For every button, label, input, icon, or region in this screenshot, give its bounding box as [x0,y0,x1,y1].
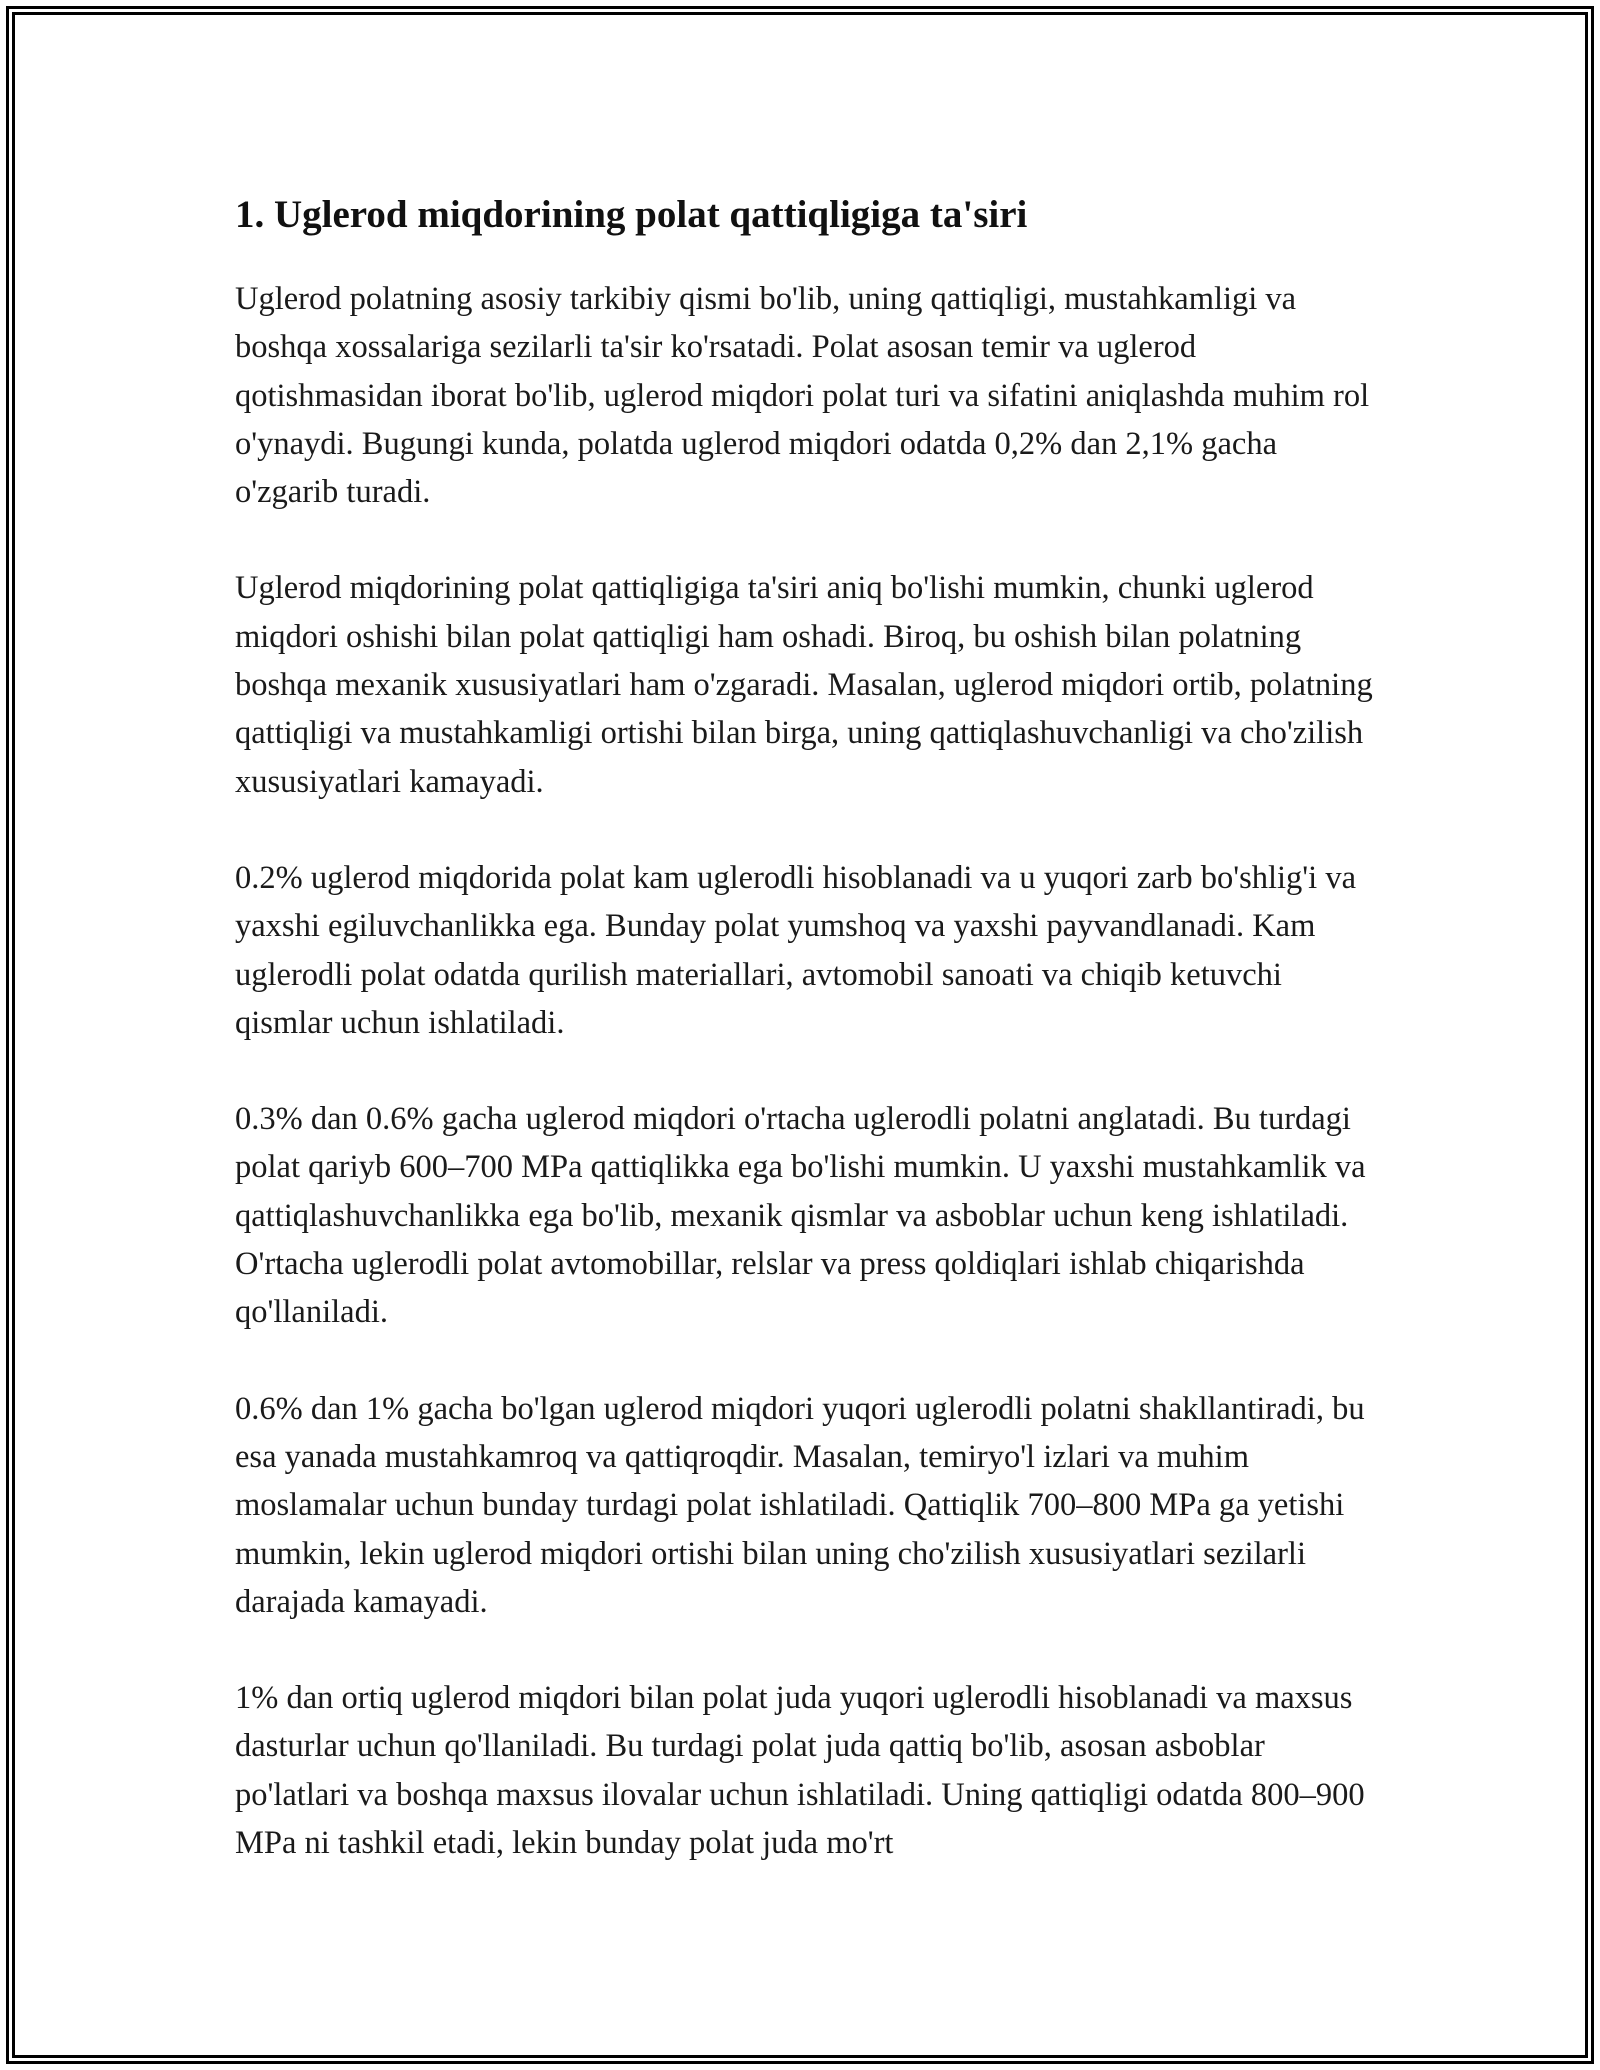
paragraph: 0.3% dan 0.6% gacha uglerod miqdori o'rtacha uglerodli polatni anglatadi. Bu turdagi polat qariyb 600–700 MPa qattiqlikka ega bo'lishi mumkin. U yaxshi mustahkamlik va qattiqlashuvchanlikka ega bo'lib, mexanik qismlar va asboblar uchun keng ishlatiladi. O'rtacha uglerodli polat avtomobillar, relslar va press qoldiqlari ishlab chiqarishda qo'llaniladi. [235,1101,1366,1331]
paragraph: Uglerod miqdorining polat qattiqligiga ta'siri aniq bo'lishi mumkin, chunki uglerod miqdori oshishi bilan polat qattiqligi ham oshadi. Biroq, bu oshish bilan polatning boshqa mexanik xususiyatlari ham o'zgaradi. Masalan, uglerod miqdori ortib, polatning qattiqligi va mustahkamligi ortishi bilan birga, uning qattiqlashuvchanligi va cho'zilish xususiyatlari kamayadi. [235,570,1373,800]
paragraph: 0.6% dan 1% gacha bo'lgan uglerod miqdori yuqori uglerodli polatni shakllantiradi, bu esa yanada mustahkamroq va qattiqroqdir. Masalan, temiryo'l izlari va muhim moslamalar uchun bunday turdagi polat ishlatiladi. Qattiqlik 700–800 MPa ga yetishi mumkin, lekin uglerod miqdori ortishi bilan uning cho'zilish xususiyatlari sezilarli darajada kamayadi. [235,1390,1365,1620]
paragraph: 1% dan ortiq uglerod miqdori bilan polat juda yuqori uglerodli hisoblanadi va maxsus dasturlar uchun qo'llaniladi. Bu turdagi polat juda qattiq bo'lib, asosan asboblar po'latlari va boshqa maxsus ilovalar uchun ishlatiladi. Uning qattiqligi odatda 800–900 MPa ni tashkil etadi, lekin bunday polat juda mo'rt [235,1680,1365,1862]
paragraph: 0.2% uglerod miqdorida polat kam uglerodli hisoblanadi va u yuqori zarb bo'shlig'i va yaxshi egiluvchanlikka ega. Bunday polat yumshoq va yaxshi payvandlanadi. Kam uglerodli polat odatda qurilish materiallari, avtomobil sanoati va chiqib ketuvchi qismlar uchun ishlatiladi. [235,859,1356,1041]
section-heading: 1. Uglerod miqdorining polat qattiqligiga ta'siri [235,193,1028,236]
paragraph: Uglerod polatning asosiy tarkibiy qismi bo'lib, uning qattiqligi, mustahkamligi va boshqa xossalariga sezilarli ta'sir ko'rsatadi. Polat asosan temir va uglerod qotishmasidan iborat bo'lib, uglerod miqdori polat turi va sifatini aniqlashda muhim rol o'ynaydi. Bugungi kunda, polatda uglerod miqdori odatda 0,2% dan 2,1% gacha o'zgarib turadi. [235,281,1370,511]
document-body [235,185,1375,1915]
